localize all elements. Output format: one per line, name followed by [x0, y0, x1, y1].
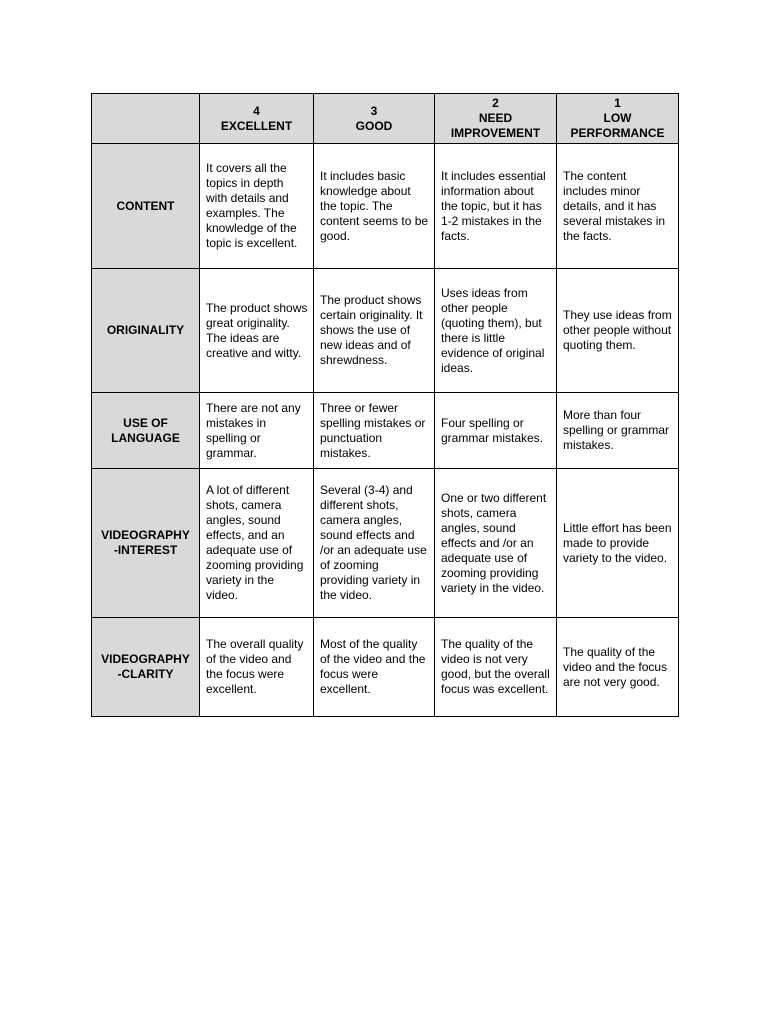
header-level-need-improvement: [435, 94, 557, 144]
descriptor-cell: It covers all the topics in depth with details and examples. The knowledge of the topic is excellent.: [200, 144, 314, 269]
level-score: 3: [370, 103, 378, 118]
header-level-low-performance: [557, 94, 679, 144]
descriptor-cell: Four spelling or grammar mistakes.: [435, 393, 557, 469]
criterion-label: [92, 144, 200, 269]
level-label: NEED: [478, 111, 513, 125]
level-label: EXCELLENT: [220, 118, 293, 133]
descriptor-cell: Most of the quality of the video and the focus were excellent.: [314, 618, 435, 717]
criterion-label-line: -INTEREST: [113, 543, 178, 557]
criterion-label: [92, 618, 200, 717]
descriptor-cell: The overall quality of the video and the focus were excellent.: [200, 618, 314, 717]
level-label: IMPROVEMENT: [450, 126, 541, 140]
descriptor-cell: The quality of the video is not very good, but the overall focus was excellent.: [435, 618, 557, 717]
criterion-label-line: ORIGINALITY: [106, 323, 185, 337]
rubric-header: [92, 94, 679, 144]
descriptor-cell: A lot of different shots, camera angles, sound effects, and an adequate use of zooming providing variety in the video.: [200, 469, 314, 618]
descriptor-cell: One or two different shots, camera angles, sound effects and /or an adequate use of zooming providing variety in the video.: [435, 469, 557, 618]
criterion-label-line: CONTENT: [116, 198, 175, 213]
level-label: GOOD: [355, 118, 393, 133]
header-level-excellent: [200, 94, 314, 144]
descriptor-cell: Uses ideas from other people (quoting them), but there is little evidence of original ideas.: [435, 269, 557, 393]
rubric-body: [92, 144, 679, 717]
criterion-row-videography-clarity: [92, 618, 679, 717]
criterion-row-originality: [92, 269, 679, 393]
criterion-label-line: -CLARITY: [117, 667, 174, 681]
criterion-label-line: USE OF: [123, 415, 168, 430]
level-score: 4: [253, 103, 260, 118]
header-level-good: [314, 94, 435, 144]
criterion-label-line: VIDEOGRAPHY: [101, 652, 190, 666]
descriptor-cell: The product shows certain originality. It shows the use of new ideas and of shrewdness.: [314, 269, 435, 393]
criterion-label-line: VIDEOGRAPHY: [101, 528, 190, 542]
criterion-row-use-of-language: [92, 393, 679, 469]
descriptor-cell: The content includes minor details, and it has several mistakes in the facts.: [557, 144, 679, 269]
header-row: [92, 94, 679, 144]
level-label: PERFORMANCE: [570, 126, 665, 140]
rubric-table: [91, 93, 679, 717]
header-corner-cell: [92, 94, 200, 144]
criterion-row-videography-interest: [92, 469, 679, 618]
descriptor-cell: It includes basic knowledge about the topic. The content seems to be good.: [314, 144, 435, 269]
descriptor-cell: Three or fewer spelling mistakes or punctuation mistakes.: [314, 393, 435, 469]
descriptor-cell: The product shows great originality. The ideas are creative and witty.: [200, 269, 314, 393]
descriptor-cell: There are not any mistakes in spelling or grammar.: [200, 393, 314, 469]
criterion-label: [92, 393, 200, 469]
descriptor-cell: The quality of the video and the focus are not very good.: [557, 618, 679, 717]
descriptor-cell: They use ideas from other people without quoting them.: [557, 269, 679, 393]
descriptor-cell: Little effort has been made to provide variety to the video.: [557, 469, 679, 618]
level-score: 2: [492, 96, 499, 110]
criterion-label-line: LANGUAGE: [111, 430, 180, 445]
descriptor-cell: Several (3-4) and different shots, camera angles, sound effects and /or an adequate use of zooming providing variety in the video.: [314, 469, 435, 618]
criterion-label: [92, 269, 200, 393]
criterion-label: [92, 469, 200, 618]
level-score: 1: [614, 96, 621, 110]
descriptor-cell: More than four spelling or grammar mistakes.: [557, 393, 679, 469]
criterion-row-content: [92, 144, 679, 269]
level-label: LOW: [603, 111, 632, 125]
descriptor-cell: It includes essential information about the topic, but it has 1-2 mistakes in the facts.: [435, 144, 557, 269]
